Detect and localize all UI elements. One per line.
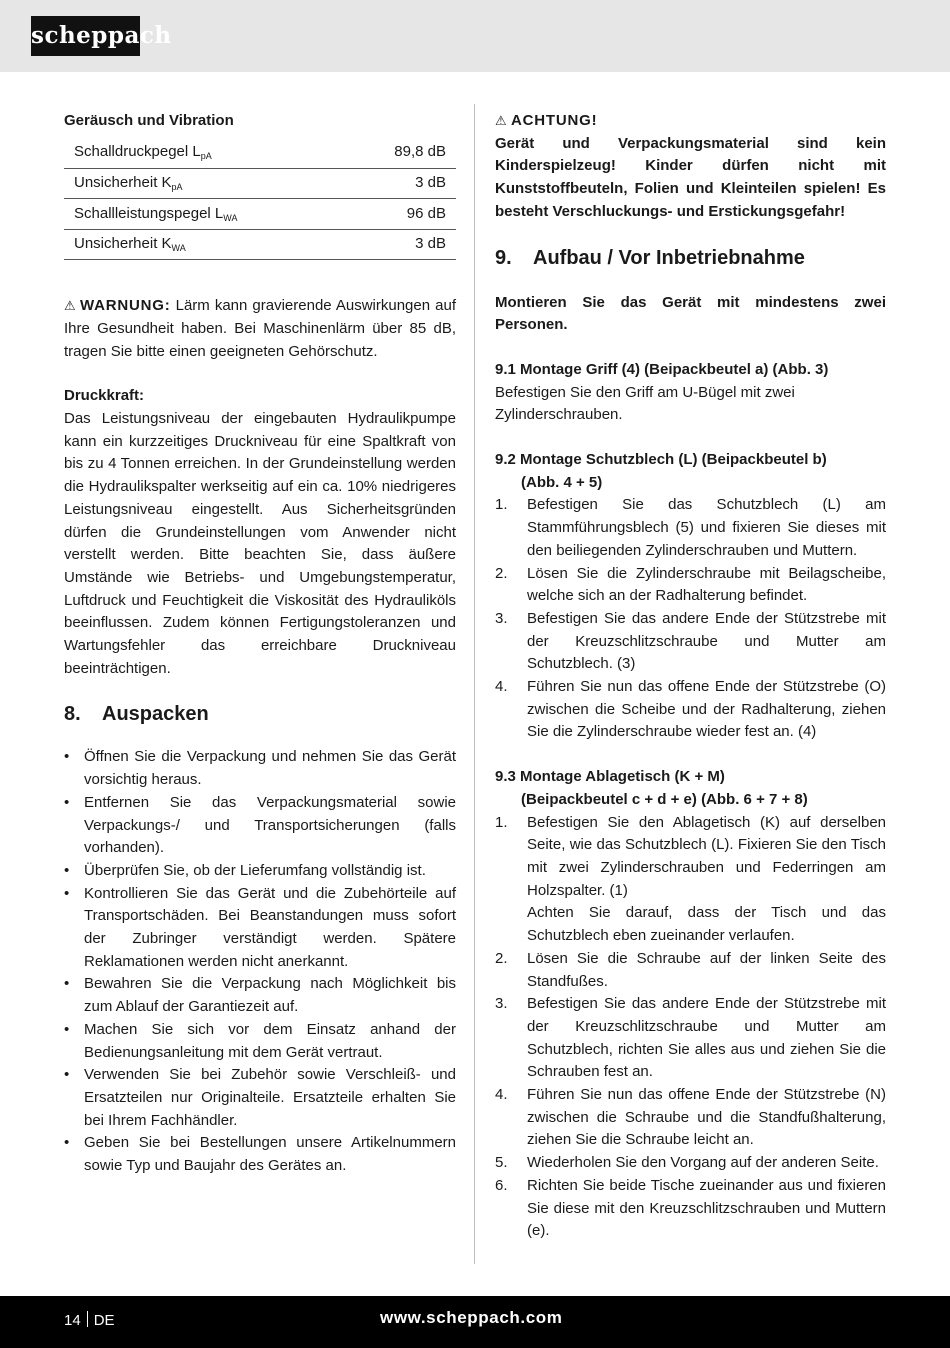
bullet-icon: •	[64, 884, 70, 902]
section-9-2-steps	[495, 494, 886, 744]
sound-label: Schalldruckpegel L	[74, 143, 201, 161]
unpacking-list	[64, 746, 456, 1177]
warning-label: WARNUNG:	[80, 297, 171, 315]
step-number: 1.	[495, 813, 508, 831]
section-9-title: Aufbau / Vor Inbetriebnahme	[533, 246, 805, 269]
list-item-text: Machen Sie sich vor dem Einsatz anhand der Bedienungsanleitung mit dem Gerät vertraut.	[84, 1020, 456, 1061]
list-item	[495, 1175, 886, 1243]
list-item	[495, 563, 886, 608]
sound-section-title: Geräusch und Vibration	[64, 112, 234, 129]
section-8-number: 8.	[64, 703, 81, 726]
step-number: 2.	[495, 564, 508, 582]
bullet-icon: •	[64, 1134, 70, 1152]
sound-label: Schallleistungspegel L	[74, 204, 224, 222]
sound-value: 96 dB	[353, 199, 456, 230]
step-text: Lösen Sie die Zylinderschraube mit Beilagscheibe, welche sich an der Radhalterung befindet.	[527, 564, 886, 605]
section-9-heading	[495, 246, 886, 270]
list-item	[64, 746, 456, 791]
section-9-3-title-cont: (Beipackbeutel c + d + e) (Abb. 6 + 7 + 8)	[521, 790, 808, 808]
step-number: 3.	[495, 609, 508, 627]
step-number: 2.	[495, 949, 508, 967]
sound-value: 3 dB	[353, 229, 456, 260]
list-item-text: Bewahren Sie die Verpackung nach Möglichkeit bis zum Ablauf der Garantiezeit auf.	[84, 975, 456, 1016]
section-9-3-title: 9.3 Montage Ablagetisch (K + M)	[495, 768, 725, 786]
attention-text: Gerät und Verpackungsmaterial sind kein Kinderspielzeug! Kinder dürfen nicht mit Kunststoffbeuteln, Folien und Kleinteilen spielen! Es besteht Verschluckungs- und Erstickungsgefahr!	[495, 134, 886, 220]
section-9-1-text: Befestigen Sie den Griff am U-Bügel mit zwei Zylinderschrauben.	[495, 383, 795, 424]
list-item	[64, 883, 456, 974]
section-8-title: Auspacken	[102, 703, 209, 726]
list-item	[64, 973, 456, 1018]
pressure-title: Druckkraft:	[64, 387, 145, 405]
step-text: Befestigen Sie das Schutzblech (L) am Stammführungsblech (5) und fixieren Sie dieses mit den beiliegenden Zylinderschrauben und Muttern.	[527, 496, 886, 559]
website-link[interactable]: www.scheppach.com	[380, 1308, 563, 1327]
step-text: Befestigen Sie das andere Ende der Stützstrebe mit der Kreuzschlitzschraube und Mutter am Schutzblech, richten Sie alles aus und ziehen Sie die Schrauben fest an.	[527, 995, 886, 1081]
attention-label: ACHTUNG!	[511, 112, 598, 129]
list-item-text: Entfernen Sie das Verpackungsmaterial sowie Verpackungs-/ und Transportsicherungen (falls vorhanden).	[84, 793, 456, 857]
step-text: Wiederholen Sie den Vorgang auf der anderen Seite.	[527, 1154, 879, 1172]
list-item-text: Überprüfen Sie, ob der Lieferumfang vollständig ist.	[84, 861, 426, 879]
list-item	[495, 676, 886, 744]
step-number: 4.	[495, 678, 508, 696]
sound-label-sub: pA	[171, 182, 183, 193]
step-number: 4.	[495, 1086, 508, 1104]
list-item	[64, 1132, 456, 1177]
page-header	[0, 0, 950, 72]
scheppach-logo: scheppach	[31, 16, 140, 56]
step-text: Richten Sie beide Tische zueinander aus und fixieren Sie diese mit den Kreuzschlitzschrauben und Muttern (e).	[527, 1176, 886, 1240]
list-item-text: Geben Sie bei Bestellungen unsere Artikelnummern sowie Typ und Baujahr des Gerätes an.	[84, 1134, 456, 1175]
section-9-1-title: 9.1 Montage Griff (4) (Beipackbeutel a) (Abb. 3)	[495, 360, 829, 378]
step-note: Achten Sie darauf, dass der Tisch und das Schutzblech eben zueinander verlaufen.	[527, 904, 886, 945]
section-9-2-title-cont: (Abb. 4 + 5)	[521, 473, 603, 491]
warning-icon: ⚠	[495, 113, 507, 128]
step-text: Führen Sie nun das offene Ende der Stützstrebe (N) zwischen die Schraube und die Standfußhalterung, ziehen Sie die Schraube leicht an.	[527, 1086, 886, 1149]
sound-table	[64, 138, 456, 261]
sound-label-sub: WA	[223, 212, 238, 223]
sound-label: Unsicherheit K	[74, 174, 172, 192]
list-item	[495, 812, 886, 948]
page-number: 14	[64, 1312, 81, 1329]
list-item	[495, 608, 886, 676]
list-item	[495, 948, 886, 993]
list-item	[495, 993, 886, 1084]
step-text: Befestigen Sie den Ablagetisch (K) auf derselben Seite, wie das Schutzblech (L). Fixieren Sie den Tisch mit zwei Zylinderschrauben und Federringen am Holzspalter. (1)	[527, 813, 886, 899]
list-item-text: Verwenden Sie bei Zubehör sowie Verschleiß- und Ersatzteilen nur Originalteile. Ersatzteile erhalten Sie bei Ihrem Fachhändler.	[84, 1066, 456, 1129]
step-number: 5.	[495, 1154, 508, 1172]
section-9-3-steps	[495, 812, 886, 1243]
section-8-heading	[64, 702, 456, 726]
table-row	[64, 199, 456, 230]
sound-value: 3 dB	[353, 168, 456, 199]
section-9-intro: Montieren Sie das Gerät mit mindestens zwei Personen.	[495, 293, 886, 334]
sound-label-sub: WA	[171, 243, 186, 254]
step-number: 3.	[495, 995, 508, 1013]
list-item	[495, 1152, 886, 1175]
table-row	[64, 138, 456, 169]
attention-heading	[495, 110, 886, 133]
page-language: DE	[93, 1312, 115, 1329]
list-item	[64, 1064, 456, 1132]
page-indicator	[64, 1311, 115, 1329]
step-text: Lösen Sie die Schraube auf der linken Seite des Standfußes.	[527, 949, 886, 990]
list-item	[64, 860, 456, 883]
step-text: Befestigen Sie das andere Ende der Stützstrebe mit der Kreuzschlitzschraube und Mutter am Schutzblech. (3)	[527, 609, 886, 673]
left-column	[64, 110, 456, 1178]
warning-text: Lärm kann gravierende Auswirkungen auf Ihre Gesundheit haben. Bei Maschinenlärm über 85 dB, tragen Sie bitte einen geeigneten Gehörschutz.	[64, 297, 456, 360]
warning-icon: ⚠	[64, 298, 76, 314]
bullet-icon: •	[64, 793, 70, 811]
pressure-text: Das Leistungsniveau der eingebauten Hydraulikpumpe kann ein kurzzeitiges Druckniveau für eine Spaltkraft von bis zu 4 Tonnen erreichen. In der Grundeinstellung werden die Hydraulikspalter werkseitig auf ein ca. 10% niedrigeres Leistungsniveau eingestellt. Aus Sicherheitsgründen dürfen die Grundeinstellungen vom Anwender nicht verstellt werden. Bitte beachten Sie, dass äußere Umstände wie Betriebs- und Umgebungstemperatur, Luftdruck und Feuchtigkeit die Viskosität des Hydrauliköls beeinflussen. Zudem können Fertigungstoleranzen und Wartungsfehler das erreichbare Druckniveau beeinträchtigen.	[64, 410, 456, 677]
table-row	[64, 229, 456, 260]
page-separator	[87, 1311, 88, 1327]
step-number: 1.	[495, 496, 508, 514]
bullet-icon: •	[64, 1066, 70, 1084]
page-footer	[0, 1296, 950, 1348]
bullet-icon: •	[64, 975, 70, 993]
bullet-icon: •	[64, 861, 70, 879]
sound-value: 89,8 dB	[353, 138, 456, 169]
sound-label: Unsicherheit K	[74, 235, 172, 253]
bullet-icon: •	[64, 748, 70, 766]
sound-label-sub: pA	[200, 151, 212, 162]
list-item	[64, 792, 456, 860]
list-item	[64, 1019, 456, 1064]
bullet-icon: •	[64, 1020, 70, 1038]
section-9-number: 9.	[495, 246, 512, 269]
right-column	[495, 110, 886, 1243]
list-item	[495, 494, 886, 562]
list-item-text: Öffnen Sie die Verpackung und nehmen Sie das Gerät vorsichtig heraus.	[84, 748, 456, 789]
list-item	[495, 1084, 886, 1152]
step-number: 6.	[495, 1176, 508, 1194]
warning-paragraph	[64, 295, 456, 363]
table-row	[64, 168, 456, 199]
list-item-text: Kontrollieren Sie das Gerät und die Zubehörteile auf Transportschäden. Bei Beanstandungen muss sofort der Zubringer verständigt werden. Spätere Reklamationen werden nicht anerkannt.	[84, 884, 456, 970]
step-text: Führen Sie nun das offene Ende der Stützstrebe (O) zwischen die Scheibe und der Radhalterung, ziehen Sie die Zylinderschraube wieder fest an. (4)	[527, 678, 886, 741]
column-divider	[474, 104, 475, 1264]
section-9-2-title: 9.2 Montage Schutzblech (L) (Beipackbeutel b)	[495, 451, 827, 469]
